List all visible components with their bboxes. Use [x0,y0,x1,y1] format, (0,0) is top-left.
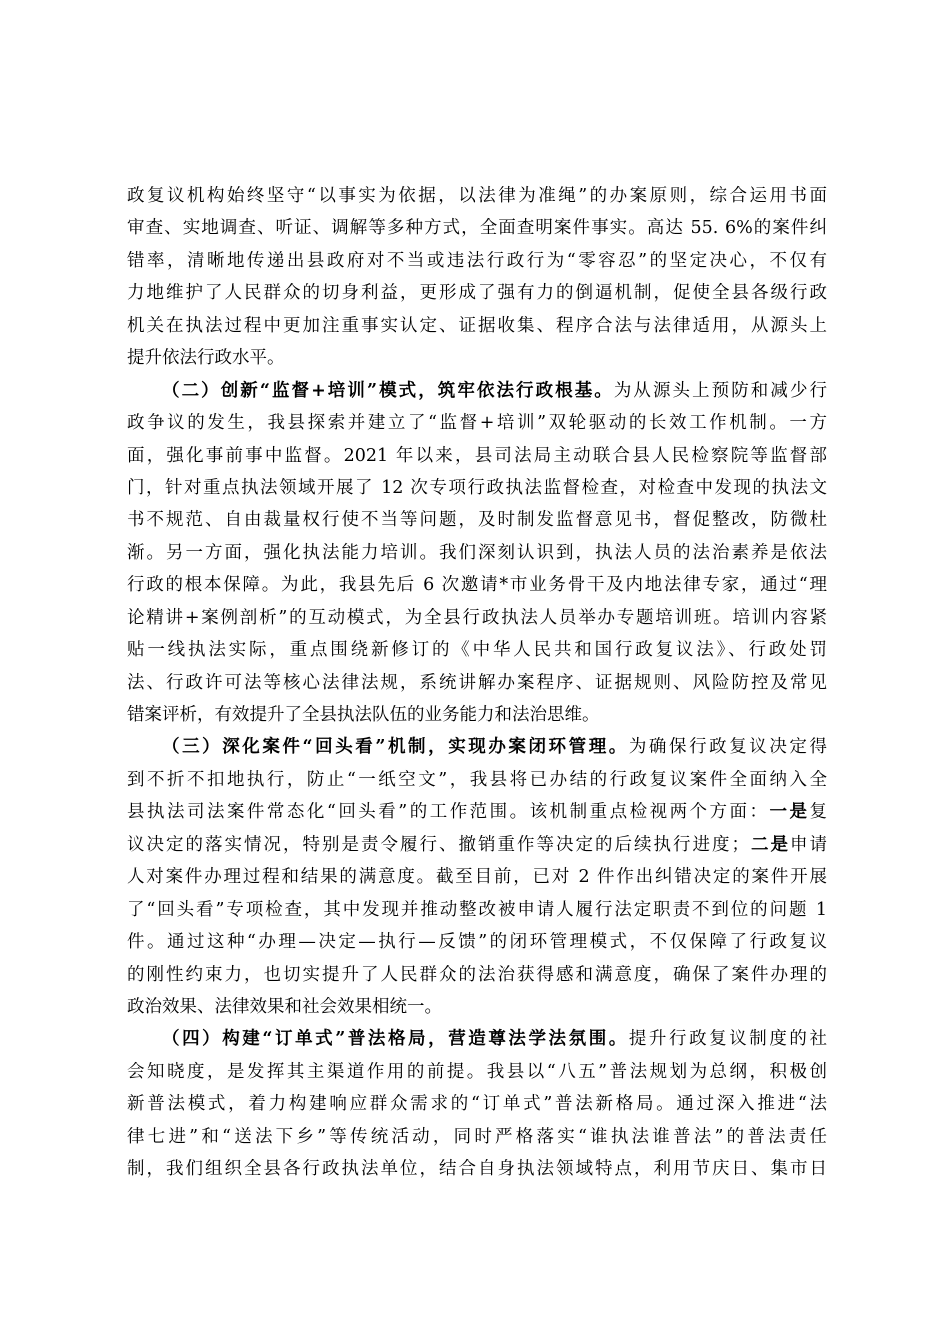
text-line: 门，针对重点执法领域开展了 12 次专项行政执法监督检查，对检查中发现的执法文 [127,477,827,498]
text-line: 书不规范、自由裁量权行使不当等问题，及时制发监督意见书，督促整改，防微杜 [127,510,827,531]
text-line: 的刚性约束力，也切实提升了人民群众的法治获得感和满意度，确保了案件办理的 [127,964,827,985]
text-line: 到不折不扣地执行，防止“一纸空文”，我县将已办结的行政复议案件全面纳入全 [127,769,827,790]
text-line: 渐。另一方面，强化执法能力培训。我们深刻认识到，执法人员的法治素养是依法 [127,542,827,563]
text-line: 论精讲+案例剖析”的互动模式，为全县行政执法人员举办专题培训班。培训内容紧 [127,607,827,628]
text-line: 会知晓度，是发挥其主渠道作用的前提。我县以“八五”普法规划为总纲，积极创 [127,1061,827,1082]
text-line: 律七进”和“送法下乡”等传统活动，同时严格落实“谁执法谁普法”的普法责任 [127,1126,827,1147]
text-line [127,731,827,763]
paragraph-1 [127,180,827,375]
text-line: 政争议的发生，我县探索并建立了“监督+培训”双轮驱动的长效工作机制。一方 [127,413,827,434]
text-line: 贴一线执法实际，重点围绕新修订的《中华人民共和国行政复议法》、行政处罚 [127,640,827,661]
text-line: 政治效果、法律效果和社会效果相统一。 [127,996,442,1017]
text-line [127,796,827,828]
text-line: 政复议机构始终坚守“以事实为依据，以法律为准绳”的办案原则，综合运用书面 [127,186,827,206]
text-line [127,375,827,407]
text-run: 申请 [790,834,827,855]
paragraph-2 [127,375,827,732]
text-line: 面，强化事前事中监督。2021 年以来，县司法局主动联合县人民检察院等监督部 [127,445,827,466]
emphasis-first: 一是 [769,802,810,823]
text-line: 制，我们组织全县各行政执法单位，结合自身执法领域特点，利用节庆日、集市日 [127,1159,827,1180]
emphasis-second: 二是 [749,834,790,855]
text-line: 力地维护了人民群众的切身利益，更形成了强有力的倒逼机制，促使全县各级行政 [127,283,827,304]
document-body [127,180,827,1186]
text-line: 人对案件办理过程和结果的满意度。截至目前，已对 2 件作出纠错决定的案件开展 [127,867,827,888]
text-line: 新普法模式，着力构建响应群众需求的“订单式”普法新格局。通过深入推进“法 [127,1094,827,1115]
text-line: 了“回头看”专项检查，其中发现并推动整改被申请人履行法定职责不到位的问题 1 [127,899,827,920]
section-heading: （二）创新“监督+培训”模式，筑牢依法行政根基。 [162,380,614,401]
text-run: 提升行政复议制度的社 [628,1029,828,1050]
text-line [127,1023,827,1055]
text-run: 为确保行政复议决定得 [628,737,828,758]
text-line: 错率，清晰地传递出县政府对不当或违法行政行为“零容忍”的坚定决心，不仅有 [127,250,827,271]
text-run: 议决定的落实情况，特别是责令履行、撤销重作等决定的后续执行进度； [127,834,749,855]
section-heading: （三）深化案件“回头看”机制，实现办案闭环管理。 [162,737,629,758]
text-run: 为从源头上预防和减少行 [613,380,828,401]
text-line: 件。通过这种“办理—决定—执行—反馈”的闭环管理模式，不仅保障了行政复议 [127,932,827,953]
text-line: 法、行政许可法等核心法律法规，系统讲解办案程序、证据规则、风险防控及常见 [127,672,827,693]
text-line: 审查、实地调查、听证、调解等多种方式，全面查明案件事实。高达 55. 6%的案件纠 [127,218,827,239]
text-run: 复 [809,802,827,823]
text-line: 机关在执法过程中更加注重事实认定、证据收集、程序合法与法律适用，从源头上 [127,315,827,336]
text-line: 提升依法行政水平。 [127,348,285,369]
text-line: 错案评析，有效提升了全县执法队伍的业务能力和法治思维。 [127,705,600,725]
text-run: 县执法司法案件常态化“回头看”的工作范围。该机制重点检视两个方面： [127,802,770,823]
text-line [127,829,827,861]
text-line: 行政的根本保障。为此，我县先后 6 次邀请*市业务骨干及内地法律专家，通过“理 [127,575,827,596]
section-heading: （四）构建“订单式”普法格局，营造尊法学法氛围。 [162,1029,629,1050]
paragraph-4 [127,1023,827,1185]
paragraph-3 [127,731,827,1023]
